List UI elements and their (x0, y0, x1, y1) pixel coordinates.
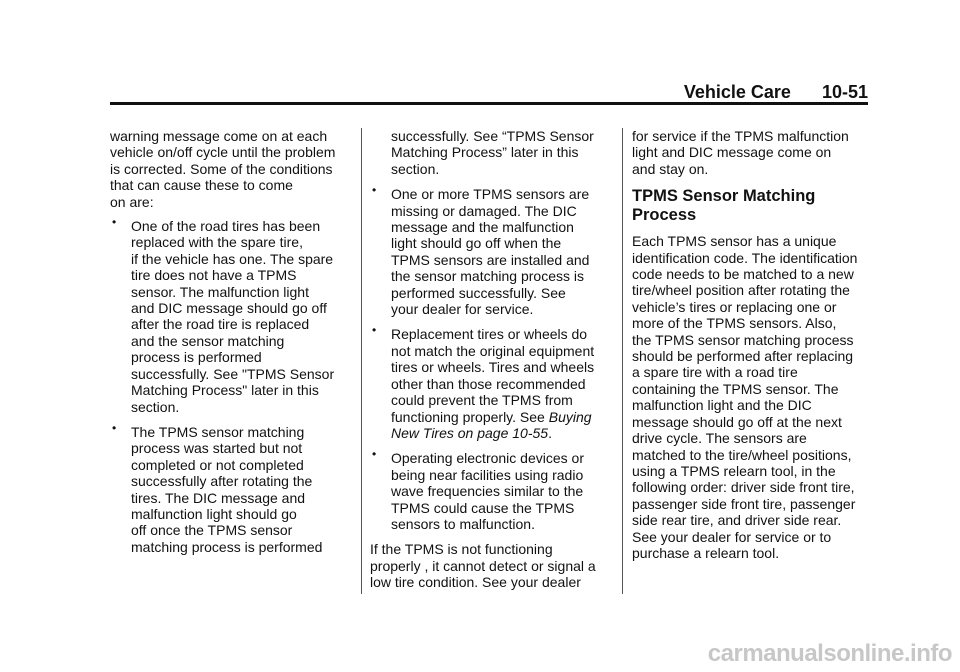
paragraph (632, 233, 877, 561)
text-line: TPMS could cause the TPMS (391, 499, 575, 516)
text-line (391, 409, 615, 425)
text-line: successfully. See "TPMS Sensor (131, 365, 335, 382)
text-line: warning message come on at each (110, 128, 328, 144)
column-divider (361, 128, 362, 594)
text-line: tires. The DIC message and (131, 489, 306, 506)
text-line: The TPMS sensor matching (131, 423, 305, 440)
cross-reference-link[interactable]: New Tires on page 10-55 (391, 424, 549, 441)
text-line: for service if the TPMS malfunction (632, 128, 849, 144)
text-line: code needs to be matched to a new (632, 266, 854, 283)
text-line: after the road tire is replaced (131, 316, 310, 333)
text-line: should be performed after replacing (632, 348, 854, 365)
cross-reference-link[interactable]: Buying (548, 408, 592, 425)
text-line: and DIC message should go off (131, 300, 327, 317)
section-heading (632, 187, 877, 225)
heading-line: Process (632, 206, 697, 225)
text-line: successfully. See “TPMS Sensor (391, 128, 594, 144)
bullet-item (370, 447, 615, 532)
text-line: successfully after rotating the (131, 473, 313, 490)
page-number: 10-51 (821, 82, 868, 102)
text-span: . (548, 424, 552, 441)
text-line: message should go off at the next (632, 413, 842, 430)
column-2 (370, 128, 615, 599)
text-line: could prevent the TPMS from (391, 392, 573, 409)
text-line: your dealer for service. (391, 301, 534, 318)
text-line: message and the malfunction (391, 219, 574, 236)
text-line: matched to the tire/wheel positions, (632, 446, 852, 463)
text-line: on are: (110, 193, 154, 210)
text-line: sensor. The malfunction light (131, 283, 309, 300)
text-line: replaced with the spare tire, (131, 234, 303, 251)
text-line: identification code. The identification (632, 249, 858, 266)
text-line: sensors to malfunction. (391, 515, 535, 532)
text-line: vehicle’s tires or replacing one or (632, 298, 837, 315)
text-line: Operating electronic devices or (391, 450, 584, 467)
bullet-item (110, 215, 355, 415)
bullet-icon: • (372, 447, 377, 462)
bullet-icon: • (112, 420, 117, 435)
text-line: being near facilities using radio (391, 466, 584, 483)
text-line: TPMS sensors are installed and (391, 251, 590, 268)
bullet-item (110, 420, 355, 555)
text-line: side rear tire, and driver side rear. (632, 512, 842, 529)
text-line: if the vehicle has one. The spare (131, 250, 334, 267)
text-line: process is performed (131, 349, 262, 366)
text-line: a spare tire with a road tire (632, 364, 798, 381)
text-line: If the TPMS is not functioning (370, 541, 553, 558)
text-line: properly , it cannot detect or signal a (370, 557, 596, 574)
text-line: drive cycle. The sensors are (632, 430, 807, 447)
text-line: malfunction light and the DIC (632, 397, 812, 414)
text-line: malfunction light should go (131, 505, 297, 522)
text-line (391, 425, 615, 441)
text-line: missing or damaged. The DIC (391, 202, 577, 219)
text-line: section. (131, 398, 180, 415)
text-span: functioning properly. See (391, 408, 549, 425)
text-line: not match the original equipment (391, 342, 595, 359)
text-line: that can cause these to come (110, 177, 293, 194)
text-line: other than those recommended (391, 375, 586, 392)
text-line: is corrected. Some of the conditions (110, 160, 333, 177)
text-line: Replacement tires or wheels do (391, 326, 588, 343)
text-line: passenger side front tire, passenger (632, 495, 856, 512)
text-line: containing the TPMS sensor. The (632, 380, 839, 397)
text-line: the TPMS sensor matching process (632, 331, 854, 348)
text-line: process was started but not (131, 440, 303, 457)
column-divider (622, 128, 623, 594)
bullet-continuation (370, 128, 615, 177)
paragraph (370, 541, 615, 590)
text-line: tires or wheels. Tires and wheels (391, 359, 595, 376)
text-line: Each TPMS sensor has a unique (632, 233, 837, 250)
text-line: purchase a relearn tool. (632, 544, 780, 561)
paragraph (632, 128, 877, 177)
text-line: performed successfully. See (391, 284, 566, 301)
text-line: using a TPMS relearn tool, in the (632, 462, 836, 479)
text-line: completed or not completed (131, 456, 304, 473)
text-line: Matching Process” later in this (391, 144, 579, 161)
watermark: carmanualsonline.info (707, 640, 952, 667)
text-line: One of the road tires has been (131, 218, 321, 235)
bullet-icon: • (372, 183, 377, 198)
text-line: wave frequencies similar to the (391, 483, 584, 500)
text-line: following order: driver side front tire, (632, 479, 855, 496)
text-line: One or more TPMS sensors are (391, 186, 590, 203)
column-1 (110, 128, 355, 564)
text-line: light and DIC message come on (632, 144, 832, 161)
intro-paragraph (110, 128, 355, 210)
text-line: See your dealer for service or to (632, 528, 832, 545)
text-line: the sensor matching process is (391, 268, 584, 285)
section-title: Vehicle Care (683, 82, 791, 102)
text-line: Matching Process" later in this (131, 382, 319, 399)
text-line: more of the TPMS sensors. Also, (632, 315, 837, 332)
bullet-icon: • (112, 215, 117, 230)
text-line: and stay on. (632, 160, 709, 177)
text-line: tire does not have a TPMS (131, 267, 297, 284)
column-3 (632, 128, 877, 569)
bullet-icon: • (372, 323, 377, 338)
text-line: and the sensor matching (131, 332, 285, 349)
bullet-item (370, 183, 615, 318)
text-line: tire/wheel position after rotating the (632, 282, 850, 299)
text-line: section. (391, 160, 440, 177)
text-line: off once the TPMS sensor (131, 522, 293, 539)
text-line: matching process is performed (131, 538, 323, 555)
header-rule (110, 102, 868, 105)
text-line: light should go off when the (391, 235, 562, 252)
text-line: vehicle on/off cycle until the problem (110, 144, 336, 161)
text-line: low tire condition. See your dealer (370, 574, 581, 591)
heading-line: TPMS Sensor Matching (632, 187, 816, 206)
page-header (684, 82, 868, 103)
bullet-item (370, 323, 615, 441)
